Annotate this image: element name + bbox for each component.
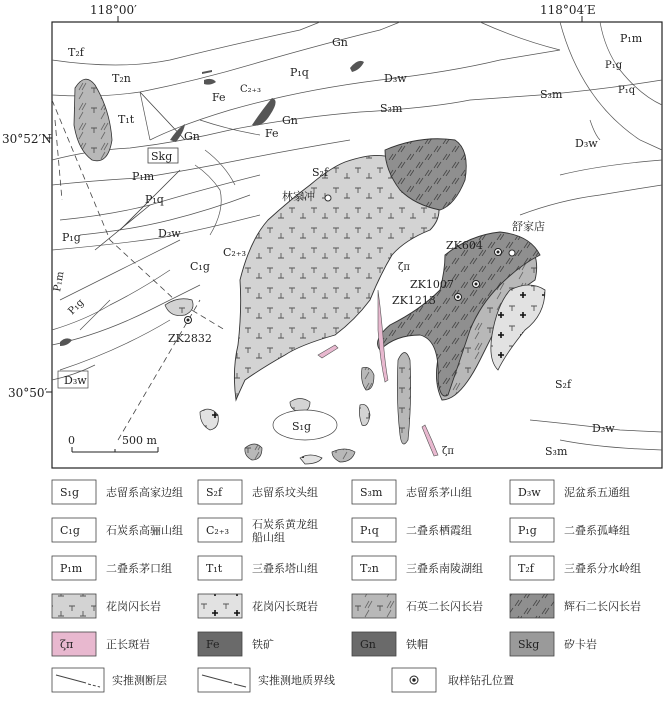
legend-item — [198, 668, 335, 692]
legend-item — [392, 668, 514, 692]
legend-code: Fe — [206, 638, 220, 651]
label-p1q-b: P₁q — [290, 66, 309, 79]
legend-label: 三叠系塔山组 — [252, 562, 318, 575]
legend-swatch — [52, 632, 96, 656]
legend-item — [352, 556, 483, 580]
legend-swatch — [52, 594, 96, 618]
legend-label: 花岗闪长斑岩 — [252, 600, 318, 613]
legend-code: Skg — [518, 638, 540, 651]
legend-swatch — [198, 594, 242, 618]
label-c1g: C₁g — [190, 260, 210, 273]
borehole-zk604 — [495, 249, 502, 256]
coord-top-left: 118°00′ — [90, 3, 137, 17]
label-zeta-b: ζπ — [442, 446, 454, 457]
label-d3w-c: D₃w — [575, 137, 598, 150]
legend-item — [198, 517, 318, 544]
label-c23-b: C₂₊₃ — [223, 246, 247, 259]
legend-item — [198, 594, 318, 618]
label-p1q-a: P₁q — [145, 193, 164, 206]
label-fe-a: Fe — [212, 91, 226, 104]
legend-item — [52, 518, 183, 542]
legend-item — [352, 518, 472, 542]
legend-label: 三叠系分水岭组 — [564, 562, 641, 575]
legend-code: Gn — [360, 638, 376, 651]
label-zk1213: ZK1213 — [392, 294, 436, 307]
village-linjiachong-marker — [325, 195, 331, 201]
legend-code: S₁g — [60, 486, 79, 499]
legend-code: P₁q — [360, 524, 379, 537]
label-linjiachong: 林家冲 — [282, 190, 315, 203]
label-s3m-b: S₃m — [540, 88, 563, 101]
legend-code: ζπ — [60, 638, 74, 651]
legend-item — [510, 556, 641, 580]
legend-label: 石炭系黄龙组 — [252, 518, 318, 531]
label-fe-b: Fe — [265, 127, 279, 140]
label-c23-a: C₂₊₃ — [240, 84, 261, 95]
legend-code: S₃m — [360, 486, 383, 499]
legend-item — [510, 480, 630, 504]
label-gn-center: Gn — [282, 114, 298, 127]
legend-label: 正长斑岩 — [106, 638, 150, 651]
legend-item — [198, 632, 274, 656]
legend-item — [198, 480, 318, 504]
label-d3w-box: D₃w — [64, 374, 87, 387]
legend-item — [510, 594, 641, 618]
legend-code: T₁t — [206, 562, 223, 575]
legend-label: 泥盆系五通组 — [564, 486, 630, 499]
label-zk2832: ZK2832 — [168, 332, 212, 345]
legend-label: 志留系坟头组 — [252, 486, 318, 499]
legend-label: 取样钻孔位置 — [448, 674, 514, 687]
legend-label: 三叠系南陵湖组 — [406, 562, 483, 575]
label-d3w-d: D₃w — [592, 422, 615, 435]
label-t1t: T₁t — [118, 113, 135, 126]
legend-label: 志留系茅山组 — [406, 486, 472, 499]
legend-code: T₂n — [360, 562, 379, 575]
coord-left-lower: 30°50′ — [8, 386, 48, 400]
legend-item — [352, 594, 483, 618]
legend-swatch — [198, 632, 242, 656]
legend-label: 铁矿 — [252, 638, 274, 651]
label-gn-north: Gn — [332, 36, 348, 49]
scale-zero: 0 — [68, 434, 75, 447]
legend-code: S₂f — [206, 486, 223, 499]
legend-item — [52, 594, 161, 618]
legend-item — [52, 632, 150, 656]
borehole-zk1007 — [473, 281, 480, 288]
label-t2n: T₂n — [112, 72, 131, 85]
legend-label: 二叠系栖霞组 — [406, 524, 472, 537]
label-p1m-a: P₁m — [132, 170, 155, 183]
legend-item — [510, 518, 630, 542]
legend-label: 石英二长闪长岩 — [406, 600, 483, 613]
label-gn-west: Gn — [184, 130, 200, 143]
label-p1m-b: P₁m — [52, 270, 67, 293]
legend-item — [52, 556, 172, 580]
legend-label: 石炭系高骊山组 — [106, 524, 183, 537]
legend-label: 志留系高家边组 — [106, 486, 183, 499]
label-p1g-a: P₁g — [62, 231, 81, 244]
scale-distance: 500 m — [122, 434, 157, 447]
legend-swatch — [510, 594, 554, 618]
legend-label: 辉石二长闪长岩 — [564, 600, 641, 613]
label-zk1007: ZK1007 — [410, 278, 454, 291]
legend-item — [52, 480, 183, 504]
label-p1g-b: P₁g — [66, 297, 87, 318]
legend-code: T₂f — [518, 562, 534, 575]
label-p1g-c: P₁g — [605, 60, 623, 71]
legend-item — [352, 632, 428, 656]
label-d3w-a: D₃w — [158, 227, 181, 240]
legend-label: 二叠系茅口组 — [106, 562, 172, 575]
legend-item — [352, 480, 472, 504]
label-t2f: T₂f — [68, 46, 84, 59]
label-zk604: ZK604 — [446, 239, 483, 252]
label-p1q-c: P₁q — [618, 85, 636, 96]
coord-left-upper: 30°52′N — [2, 132, 52, 146]
legend-code: P₁g — [518, 524, 537, 537]
legend-label: 铁帽 — [406, 638, 428, 651]
legend-label: 花岗闪长岩 — [106, 600, 161, 613]
borehole-zk2832 — [185, 317, 192, 324]
legend-code: P₁m — [60, 562, 83, 575]
legend-label: 实推测断层 — [112, 674, 167, 687]
legend-code: D₃w — [518, 486, 541, 499]
label-p1m-c: P₁m — [620, 32, 643, 45]
map-legend — [0, 478, 670, 713]
legend-code: C₁g — [60, 524, 80, 537]
label-s3m-c: S₃m — [545, 445, 568, 458]
legend-label: 船山组 — [252, 531, 285, 544]
label-s3m-a: S₃m — [380, 102, 403, 115]
borehole-zk1213 — [455, 294, 462, 301]
legend-code: C₂₊₃ — [206, 524, 230, 537]
label-s2f-b: S₂f — [555, 378, 572, 391]
label-s1g: S₁g — [292, 420, 311, 433]
coord-top-right: 118°04′E — [540, 3, 596, 17]
village-shujiadian-marker — [509, 250, 515, 256]
label-d3w-b: D₃w — [384, 72, 407, 85]
label-shujiadian: 舒家店 — [512, 220, 545, 233]
legend-item — [510, 632, 597, 656]
legend-swatch — [352, 594, 396, 618]
label-skg: Skg — [151, 150, 173, 163]
label-zeta-a: ζπ — [398, 262, 410, 273]
stock-8 — [397, 353, 410, 445]
legend-label: 二叠系孤峰组 — [564, 524, 630, 537]
label-s2f-a: S₂f — [312, 166, 329, 179]
legend-label: 实推测地质界线 — [258, 674, 335, 687]
legend-item — [198, 556, 318, 580]
legend-label: 矽卡岩 — [564, 638, 597, 651]
legend-item — [52, 668, 167, 692]
